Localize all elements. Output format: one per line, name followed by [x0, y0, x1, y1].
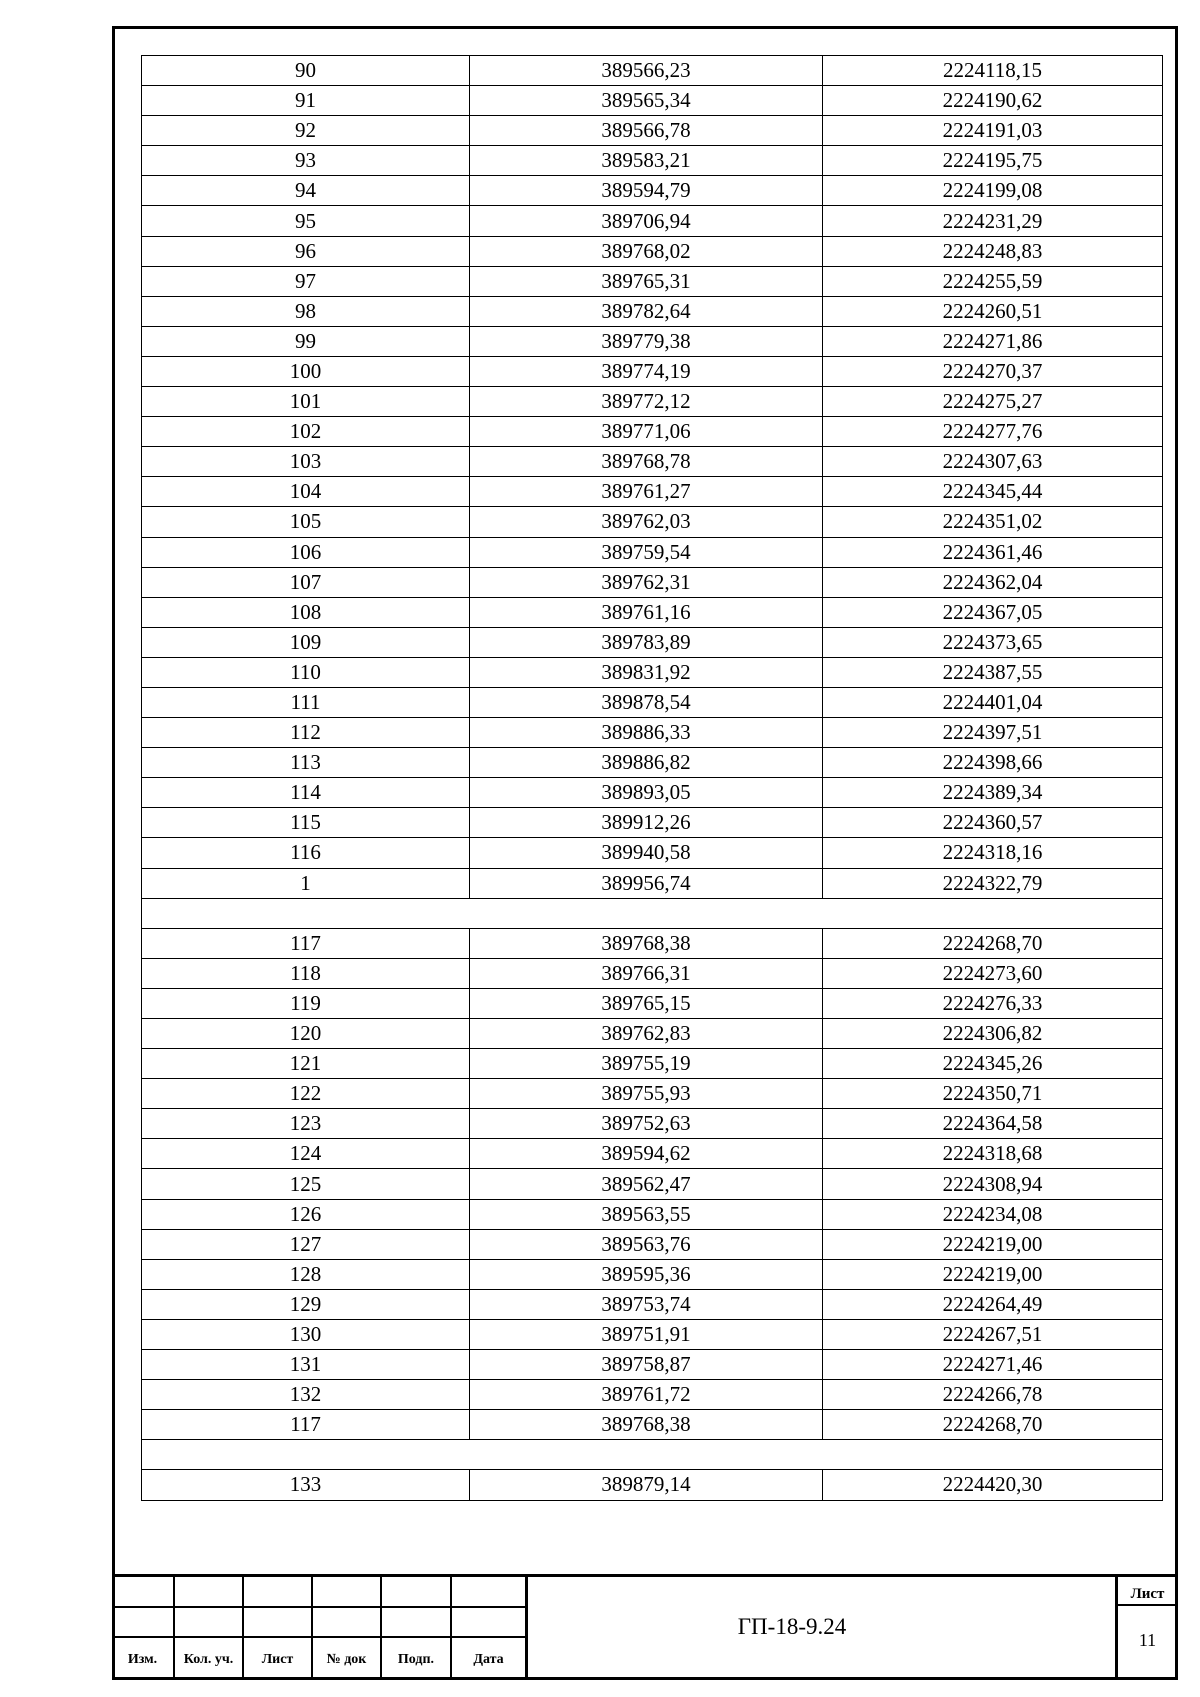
point-number-cell: 1: [142, 868, 470, 898]
y-coordinate-cell: 2224345,44: [823, 477, 1163, 507]
x-coordinate-cell: 389751,91: [470, 1319, 823, 1349]
point-number-cell: 94: [142, 176, 470, 206]
y-coordinate-cell: 2224373,65: [823, 627, 1163, 657]
table-row: [142, 868, 1163, 898]
y-coordinate-cell: 2224398,66: [823, 748, 1163, 778]
table-row: [142, 477, 1163, 507]
point-number-cell: 110: [142, 657, 470, 687]
y-coordinate-cell: 2224271,86: [823, 326, 1163, 356]
y-coordinate-cell: 2224264,49: [823, 1289, 1163, 1319]
x-coordinate-cell: 389755,93: [470, 1079, 823, 1109]
stamp-label-kol-uch: Кол. уч.: [183, 1652, 234, 1667]
y-coordinate-cell: 2224420,30: [823, 1470, 1163, 1500]
y-coordinate-cell: 2224231,29: [823, 206, 1163, 236]
table-row: [142, 206, 1163, 236]
coordinates-table-body: [142, 56, 1163, 1501]
stamp-label-list: Лист: [261, 1652, 294, 1667]
x-coordinate-cell: 389765,31: [470, 266, 823, 296]
table-row: [142, 808, 1163, 838]
table-row: [142, 1019, 1163, 1049]
point-number-cell: 119: [142, 988, 470, 1018]
point-number-cell: 118: [142, 958, 470, 988]
point-number-cell: 123: [142, 1109, 470, 1139]
y-coordinate-cell: 2224318,16: [823, 838, 1163, 868]
x-coordinate-cell: 389782,64: [470, 296, 823, 326]
y-coordinate-cell: 2224275,27: [823, 387, 1163, 417]
y-coordinate-cell: 2224397,51: [823, 718, 1163, 748]
y-coordinate-cell: 2224387,55: [823, 657, 1163, 687]
x-coordinate-cell: 389886,33: [470, 718, 823, 748]
x-coordinate-cell: 389768,38: [470, 928, 823, 958]
table-row: [142, 56, 1163, 86]
point-number-cell: 101: [142, 387, 470, 417]
point-number-cell: 114: [142, 778, 470, 808]
point-number-cell: 98: [142, 296, 470, 326]
y-coordinate-cell: 2224307,63: [823, 447, 1163, 477]
x-coordinate-cell: 389768,02: [470, 236, 823, 266]
table-row: [142, 627, 1163, 657]
x-coordinate-cell: 389772,12: [470, 387, 823, 417]
y-coordinate-cell: 2224199,08: [823, 176, 1163, 206]
table-row: [142, 296, 1163, 326]
x-coordinate-cell: 389893,05: [470, 778, 823, 808]
y-coordinate-cell: 2224118,15: [823, 56, 1163, 86]
table-row: [142, 1259, 1163, 1289]
y-coordinate-cell: 2224277,76: [823, 417, 1163, 447]
y-coordinate-cell: 2224190,62: [823, 86, 1163, 116]
point-number-cell: 99: [142, 326, 470, 356]
y-coordinate-cell: 2224306,82: [823, 1019, 1163, 1049]
x-coordinate-cell: 389595,36: [470, 1259, 823, 1289]
x-coordinate-cell: 389562,47: [470, 1169, 823, 1199]
table-row: [142, 1350, 1163, 1380]
table-row: [142, 1169, 1163, 1199]
x-coordinate-cell: 389912,26: [470, 808, 823, 838]
x-coordinate-cell: 389758,87: [470, 1350, 823, 1380]
point-number-cell: 103: [142, 447, 470, 477]
table-row: [142, 778, 1163, 808]
y-coordinate-cell: 2224364,58: [823, 1109, 1163, 1139]
y-coordinate-cell: 2224389,34: [823, 778, 1163, 808]
x-coordinate-cell: 389779,38: [470, 326, 823, 356]
sheet-label: Лист: [1130, 1586, 1165, 1602]
x-coordinate-cell: 389752,63: [470, 1109, 823, 1139]
table-row: [142, 236, 1163, 266]
table-row-blank: [142, 1440, 1163, 1470]
table-row: [142, 266, 1163, 296]
point-number-cell: 91: [142, 86, 470, 116]
x-coordinate-cell: 389753,74: [470, 1289, 823, 1319]
x-coordinate-cell: 389768,38: [470, 1410, 823, 1440]
sheet-number: 11: [1138, 1630, 1157, 1650]
point-number-cell: 115: [142, 808, 470, 838]
x-coordinate-cell: 389563,55: [470, 1199, 823, 1229]
y-coordinate-cell: 2224267,51: [823, 1319, 1163, 1349]
point-number-cell: 131: [142, 1350, 470, 1380]
y-coordinate-cell: 2224268,70: [823, 1410, 1163, 1440]
table-row: [142, 1139, 1163, 1169]
y-coordinate-cell: 2224361,46: [823, 537, 1163, 567]
x-coordinate-cell: 389765,15: [470, 988, 823, 1018]
table-row: [142, 1049, 1163, 1079]
point-number-cell: 105: [142, 507, 470, 537]
y-coordinate-cell: 2224345,26: [823, 1049, 1163, 1079]
x-coordinate-cell: 389762,83: [470, 1019, 823, 1049]
y-coordinate-cell: 2224266,78: [823, 1380, 1163, 1410]
y-coordinate-cell: 2224219,00: [823, 1229, 1163, 1259]
table-row: [142, 86, 1163, 116]
document-code: ГП-18-9.24: [737, 1614, 847, 1639]
point-number-cell: 113: [142, 748, 470, 778]
table-row: [142, 116, 1163, 146]
x-coordinate-cell: 389761,72: [470, 1380, 823, 1410]
table-row: [142, 1410, 1163, 1440]
x-coordinate-cell: 389766,31: [470, 958, 823, 988]
y-coordinate-cell: 2224255,59: [823, 266, 1163, 296]
table-row: [142, 1380, 1163, 1410]
point-number-cell: 90: [142, 56, 470, 86]
x-coordinate-cell: 389768,78: [470, 447, 823, 477]
table-row: [142, 176, 1163, 206]
point-number-cell: 116: [142, 838, 470, 868]
x-coordinate-cell: 389565,34: [470, 86, 823, 116]
point-number-cell: 108: [142, 597, 470, 627]
table-row: [142, 838, 1163, 868]
y-coordinate-cell: 2224195,75: [823, 146, 1163, 176]
x-coordinate-cell: 389566,23: [470, 56, 823, 86]
y-coordinate-cell: 2224308,94: [823, 1169, 1163, 1199]
table-row: [142, 387, 1163, 417]
point-number-cell: 107: [142, 567, 470, 597]
table-row: [142, 687, 1163, 717]
y-coordinate-cell: 2224260,51: [823, 296, 1163, 326]
point-number-cell: 129: [142, 1289, 470, 1319]
point-number-cell: 122: [142, 1079, 470, 1109]
table-row: [142, 1319, 1163, 1349]
point-number-cell: 102: [142, 417, 470, 447]
x-coordinate-cell: 389879,14: [470, 1470, 823, 1500]
x-coordinate-cell: 389706,94: [470, 206, 823, 236]
y-coordinate-cell: 2224351,02: [823, 507, 1163, 537]
table-row: [142, 326, 1163, 356]
x-coordinate-cell: 389761,27: [470, 477, 823, 507]
point-number-cell: 92: [142, 116, 470, 146]
table-row: [142, 1199, 1163, 1229]
x-coordinate-cell: 389831,92: [470, 657, 823, 687]
y-coordinate-cell: 2224318,68: [823, 1139, 1163, 1169]
point-number-cell: 117: [142, 1410, 470, 1440]
point-number-cell: 112: [142, 718, 470, 748]
point-number-cell: 97: [142, 266, 470, 296]
table-row: [142, 748, 1163, 778]
y-coordinate-cell: 2224248,83: [823, 236, 1163, 266]
y-coordinate-cell: 2224191,03: [823, 116, 1163, 146]
coordinates-table: [141, 55, 1163, 1501]
table-row: [142, 1470, 1163, 1500]
table-row: [142, 447, 1163, 477]
table-row: [142, 1289, 1163, 1319]
table-row: [142, 356, 1163, 386]
blank-cell: [142, 1440, 1163, 1470]
title-block: [112, 1574, 1178, 1680]
point-number-cell: 117: [142, 928, 470, 958]
point-number-cell: 121: [142, 1049, 470, 1079]
x-coordinate-cell: 389761,16: [470, 597, 823, 627]
y-coordinate-cell: 2224273,60: [823, 958, 1163, 988]
stamp-label-izm: Изм.: [127, 1652, 158, 1667]
x-coordinate-cell: 389583,21: [470, 146, 823, 176]
point-number-cell: 104: [142, 477, 470, 507]
table-row: [142, 537, 1163, 567]
y-coordinate-cell: 2224234,08: [823, 1199, 1163, 1229]
table-row: [142, 928, 1163, 958]
x-coordinate-cell: 389774,19: [470, 356, 823, 386]
stamp-label-doc-number: № док: [326, 1652, 367, 1667]
y-coordinate-cell: 2224270,37: [823, 356, 1163, 386]
y-coordinate-cell: 2224360,57: [823, 808, 1163, 838]
table-row: [142, 1079, 1163, 1109]
y-coordinate-cell: 2224362,04: [823, 567, 1163, 597]
point-number-cell: 132: [142, 1380, 470, 1410]
table-row: [142, 958, 1163, 988]
stamp-label-date: Дата: [473, 1652, 504, 1667]
y-coordinate-cell: 2224276,33: [823, 988, 1163, 1018]
x-coordinate-cell: 389566,78: [470, 116, 823, 146]
blank-cell: [142, 898, 1163, 928]
y-coordinate-cell: 2224322,79: [823, 868, 1163, 898]
point-number-cell: 95: [142, 206, 470, 236]
table-row: [142, 146, 1163, 176]
x-coordinate-cell: 389886,82: [470, 748, 823, 778]
point-number-cell: 96: [142, 236, 470, 266]
table-row: [142, 567, 1163, 597]
point-number-cell: 125: [142, 1169, 470, 1199]
x-coordinate-cell: 389956,74: [470, 868, 823, 898]
point-number-cell: 127: [142, 1229, 470, 1259]
point-number-cell: 111: [142, 687, 470, 717]
point-number-cell: 106: [142, 537, 470, 567]
x-coordinate-cell: 389594,62: [470, 1139, 823, 1169]
table-row: [142, 417, 1163, 447]
y-coordinate-cell: 2224219,00: [823, 1259, 1163, 1289]
stamp-label-signature: Подп.: [397, 1652, 435, 1667]
x-coordinate-cell: 389771,06: [470, 417, 823, 447]
x-coordinate-cell: 389594,79: [470, 176, 823, 206]
y-coordinate-cell: 2224401,04: [823, 687, 1163, 717]
table-row: [142, 597, 1163, 627]
table-row: [142, 718, 1163, 748]
table-row: [142, 988, 1163, 1018]
x-coordinate-cell: 389759,54: [470, 537, 823, 567]
table-row: [142, 1109, 1163, 1139]
x-coordinate-cell: 389878,54: [470, 687, 823, 717]
point-number-cell: 128: [142, 1259, 470, 1289]
y-coordinate-cell: 2224350,71: [823, 1079, 1163, 1109]
y-coordinate-cell: 2224271,46: [823, 1350, 1163, 1380]
table-row: [142, 657, 1163, 687]
point-number-cell: 126: [142, 1199, 470, 1229]
x-coordinate-cell: 389762,03: [470, 507, 823, 537]
point-number-cell: 133: [142, 1470, 470, 1500]
x-coordinate-cell: 389762,31: [470, 567, 823, 597]
x-coordinate-cell: 389783,89: [470, 627, 823, 657]
x-coordinate-cell: 389755,19: [470, 1049, 823, 1079]
x-coordinate-cell: 389563,76: [470, 1229, 823, 1259]
y-coordinate-cell: 2224367,05: [823, 597, 1163, 627]
point-number-cell: 93: [142, 146, 470, 176]
table-row-blank: [142, 898, 1163, 928]
point-number-cell: 124: [142, 1139, 470, 1169]
point-number-cell: 109: [142, 627, 470, 657]
point-number-cell: 120: [142, 1019, 470, 1049]
y-coordinate-cell: 2224268,70: [823, 928, 1163, 958]
point-number-cell: 130: [142, 1319, 470, 1349]
point-number-cell: 100: [142, 356, 470, 386]
x-coordinate-cell: 389940,58: [470, 838, 823, 868]
table-row: [142, 507, 1163, 537]
table-row: [142, 1229, 1163, 1259]
